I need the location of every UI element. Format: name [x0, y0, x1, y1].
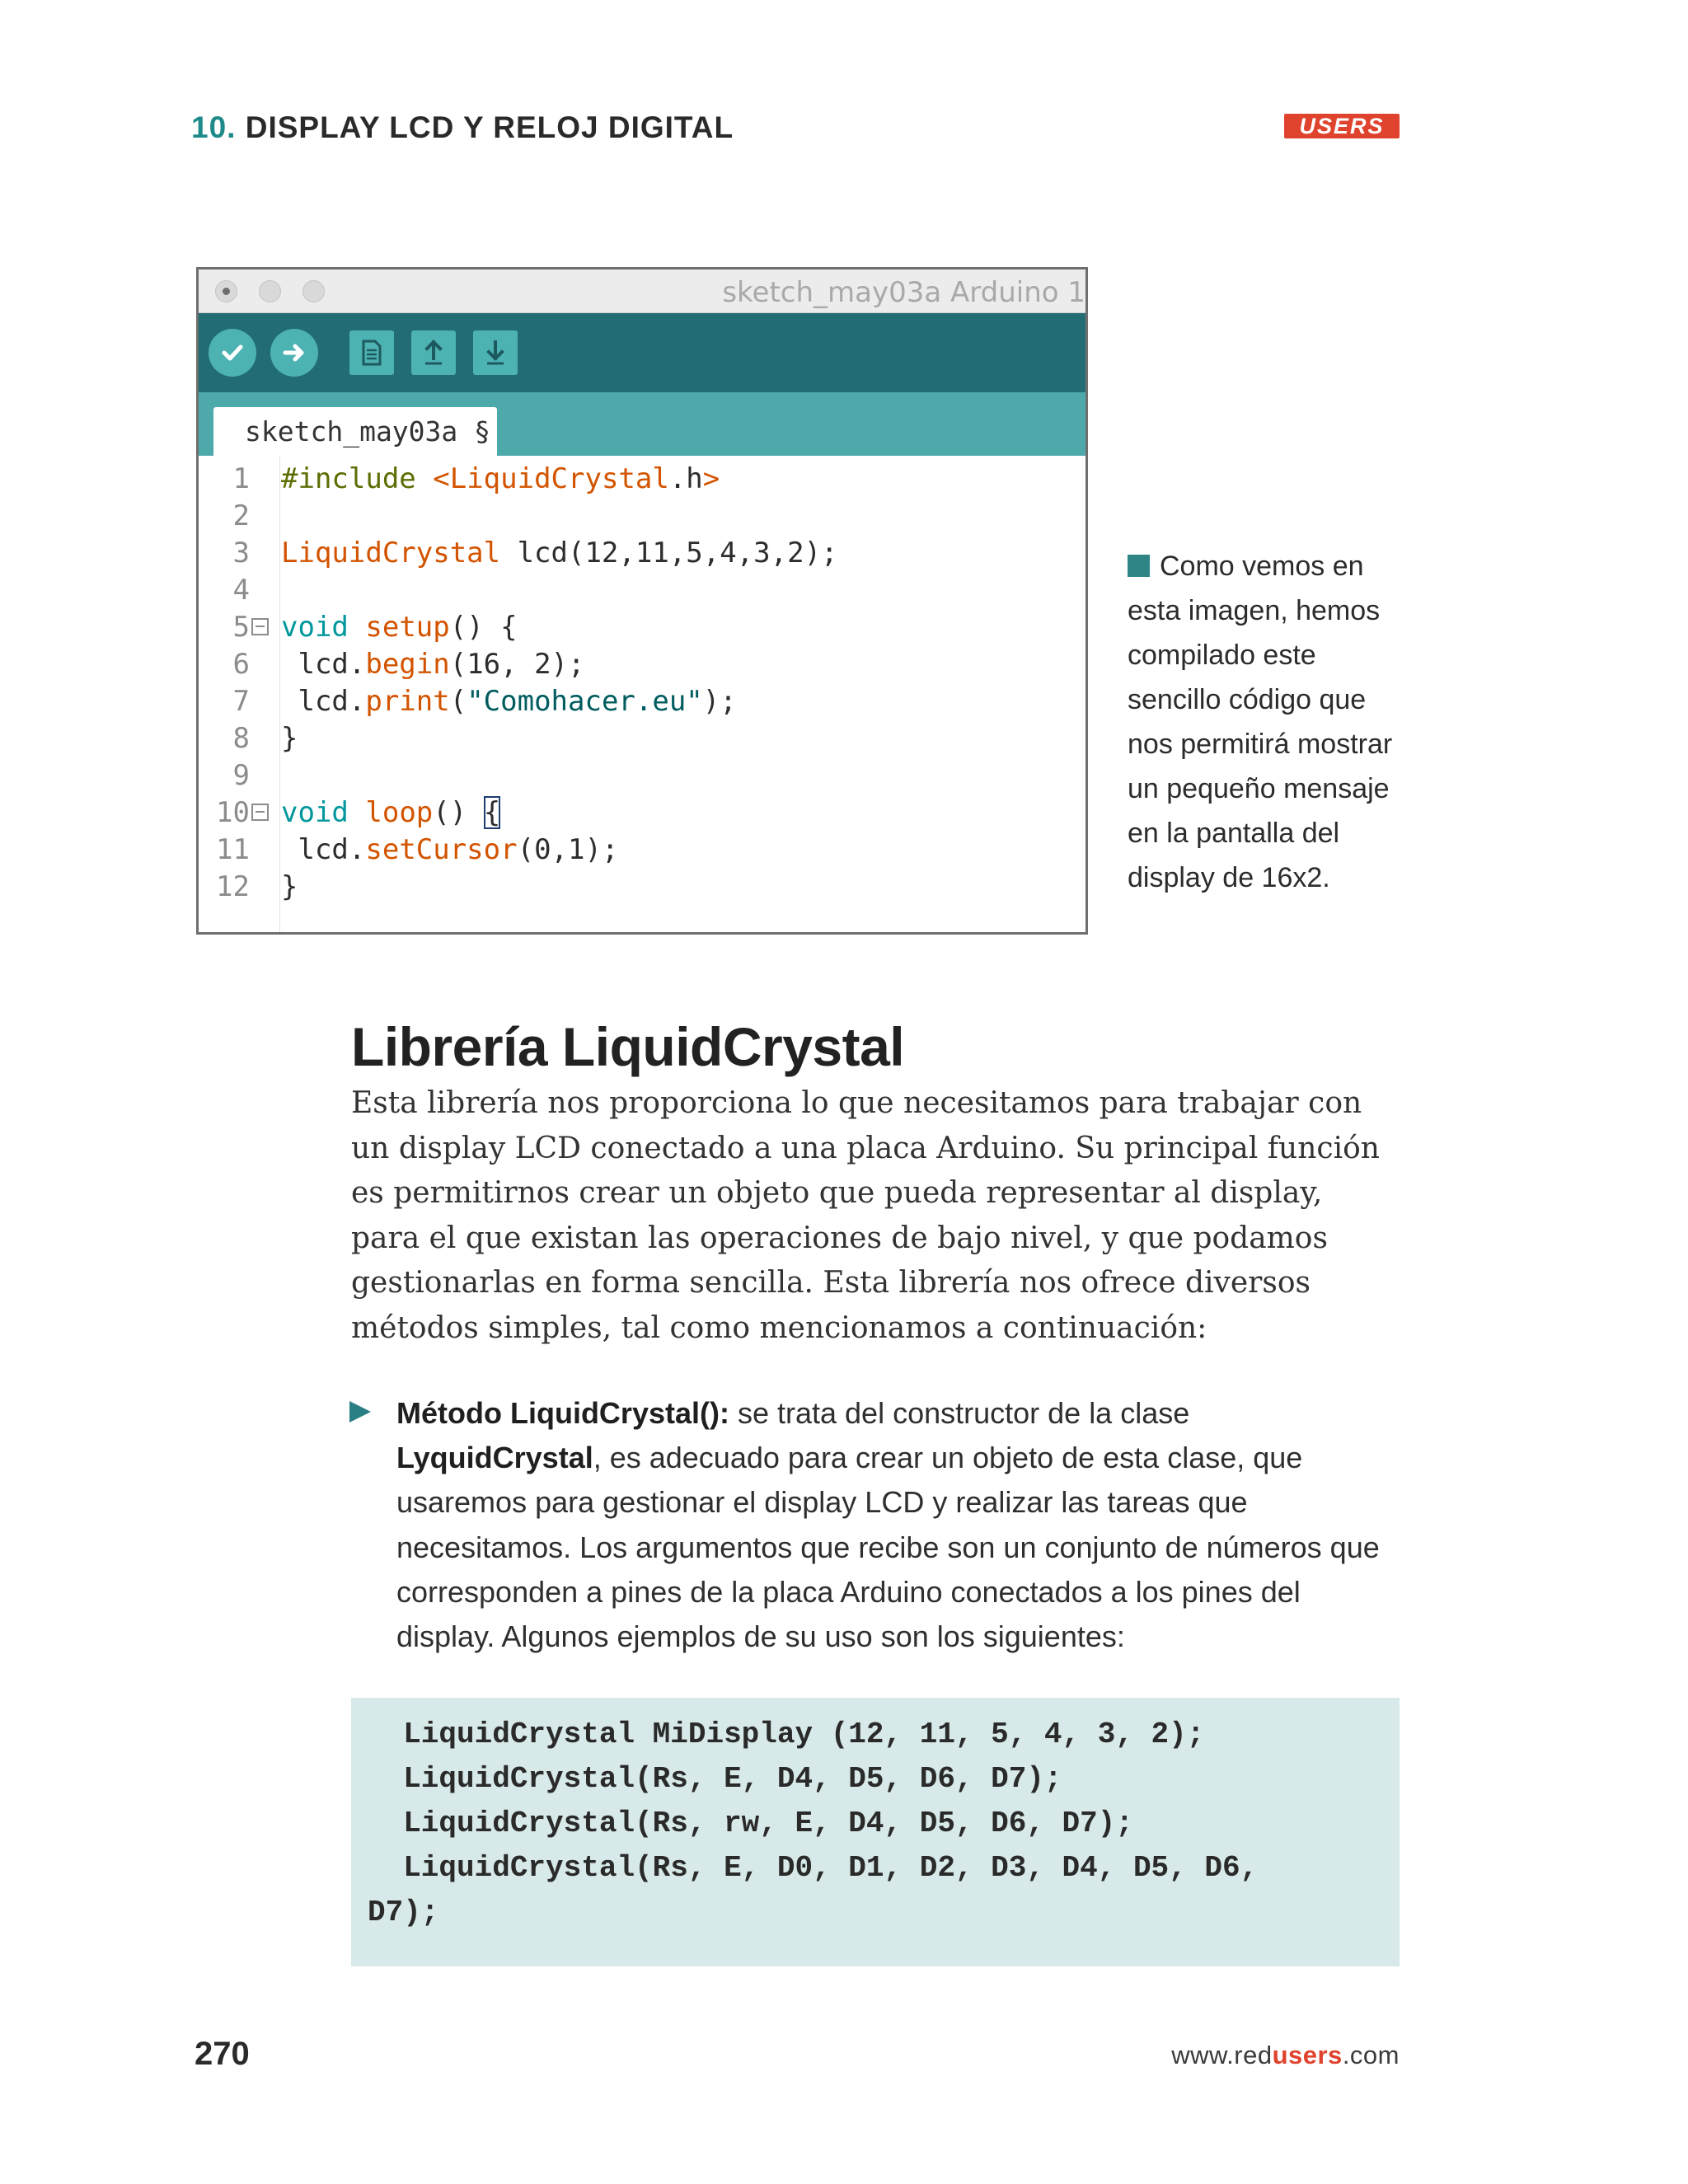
sketch-tab[interactable]: sketch_may03a §: [213, 407, 497, 457]
line-number: 1: [232, 462, 250, 495]
ide-tabbar: [199, 392, 1085, 457]
footer-url-prefix: www.red: [1171, 2041, 1273, 2069]
line-number: 2: [232, 499, 250, 532]
bullet-text-2: , es adecuado para crear un objeto de esta clase, que usaremos para gestionar el display LCD y realizar las tareas que necesitamos. Los argumentos que recibe son un conjunto de números que corresponden a pines de la placa Arduino conectados a los pines del display. Algunos ejemplos de su uso son los siguientes:: [396, 1441, 1380, 1654]
code-line[interactable]: [199, 535, 1085, 572]
code-line[interactable]: [199, 461, 1085, 498]
arduino-ide-screenshot: [196, 267, 1088, 935]
chapter-title: DISPLAY LCD Y RELOJ DIGITAL: [245, 110, 734, 144]
line-number: 7: [232, 685, 250, 718]
line-number: 11: [216, 833, 250, 866]
fold-toggle-icon[interactable]: [251, 618, 269, 635]
bullet-term: Método LiquidCrystal():: [396, 1396, 729, 1430]
body-paragraph: Esta librería nos proporciona lo que necesitamos para trabajar con un display LCD conectado a una placa Arduino. Su principal función es permitirnos crear un objeto que pueda representar al display, para el que existan las operaciones de bajo nivel, y que podamos gestionarlas en forma sencilla. Esta librería nos ofrece diversos métodos simples, tal como mencionamos a continuación:: [351, 1086, 1380, 1345]
upload-button[interactable]: [270, 329, 318, 377]
code-editor[interactable]: [199, 456, 1085, 932]
line-number: 4: [232, 574, 250, 607]
chapter-number: 10.: [191, 110, 237, 144]
users-logo-text: USERS: [1299, 113, 1385, 138]
bullet-text-1: se trata del constructor de la clase: [729, 1396, 1190, 1430]
code-line[interactable]: [199, 498, 1085, 535]
minimize-window-icon[interactable]: [259, 280, 281, 302]
code-line[interactable]: [199, 609, 1085, 646]
maximize-window-icon[interactable]: [302, 280, 325, 302]
code-line[interactable]: [199, 794, 1085, 832]
open-sketch-button[interactable]: [411, 330, 456, 375]
code-text: }: [281, 870, 298, 903]
code-text: void loop() {: [281, 796, 501, 829]
fold-toggle-icon[interactable]: [251, 804, 269, 821]
line-number: 3: [232, 537, 250, 569]
ide-window-title: sketch_may03a Arduino 1: [722, 276, 1085, 309]
code-line[interactable]: [199, 869, 1085, 906]
save-icon: [483, 339, 508, 367]
cursor-brace: {: [483, 796, 501, 829]
upload-icon: [281, 340, 307, 366]
code-line[interactable]: [199, 757, 1085, 794]
line-number: 12: [216, 870, 250, 903]
code-text: }: [281, 722, 298, 755]
bullet-class-name: LyquidCrystal: [396, 1441, 593, 1475]
code-text: void setup() {: [281, 611, 518, 644]
verify-button[interactable]: [209, 329, 256, 377]
code-text: lcd.print("Comohacer.eu");: [281, 685, 737, 718]
code-text: LiquidCrystal lcd(12,11,5,4,3,2);: [281, 537, 838, 569]
code-example-box: [351, 1698, 1400, 1966]
new-sketch-button[interactable]: [349, 330, 394, 375]
line-number: 9: [232, 759, 250, 792]
code-line[interactable]: [199, 646, 1085, 683]
figure-caption: [1128, 544, 1400, 900]
code-line[interactable]: [199, 683, 1085, 720]
bullet-arrow-icon: [349, 1401, 371, 1422]
verify-icon: [219, 340, 246, 366]
ide-toolbar: [199, 313, 1085, 392]
line-number: 6: [232, 648, 250, 681]
code-text: #include <LiquidCrystal.h>: [281, 462, 720, 495]
code-text: lcd.begin(16, 2);: [281, 648, 585, 681]
line-number: 10: [216, 796, 250, 829]
open-icon: [421, 339, 446, 367]
new-icon: [359, 339, 384, 367]
code-text: lcd.setCursor(0,1);: [281, 833, 619, 866]
footer-url-suffix: .com: [1342, 2041, 1400, 2069]
running-header: [191, 110, 734, 145]
section-title: Librería LiquidCrystal: [351, 1016, 905, 1077]
caption-text: Como vemos en esta imagen, hemos compilado este sencillo código que nos permitirá mostrar un pequeño mensaje en la pantalla del display de 16x2.: [1128, 551, 1393, 893]
caption-square-icon: [1128, 555, 1150, 577]
users-logo: [1284, 114, 1400, 138]
code-example-text: LiquidCrystal MiDisplay (12, 11, 5, 4, 3, 2); LiquidCrystal(Rs, E, D4, D5, D6, D7); LiquidCrystal(Rs, rw, E, D4, D5, D6, D7); LiquidCrystal(Rs, E, D0, D1, D2, D3, D4, D5, D6, D7);: [368, 1718, 1259, 1929]
save-sketch-button[interactable]: [473, 330, 518, 375]
line-number: 8: [232, 722, 250, 755]
code-line[interactable]: [199, 572, 1085, 609]
footer-url-brand: users: [1272, 2041, 1343, 2069]
close-window-icon[interactable]: [215, 280, 237, 302]
page-number: 270: [195, 2036, 250, 2072]
ide-titlebar: [199, 269, 1085, 313]
line-number: 5: [232, 611, 250, 644]
code-line[interactable]: [199, 832, 1085, 869]
code-line[interactable]: [199, 720, 1085, 757]
footer-url[interactable]: [1171, 2041, 1400, 2070]
bullet-item: [396, 1391, 1400, 1659]
